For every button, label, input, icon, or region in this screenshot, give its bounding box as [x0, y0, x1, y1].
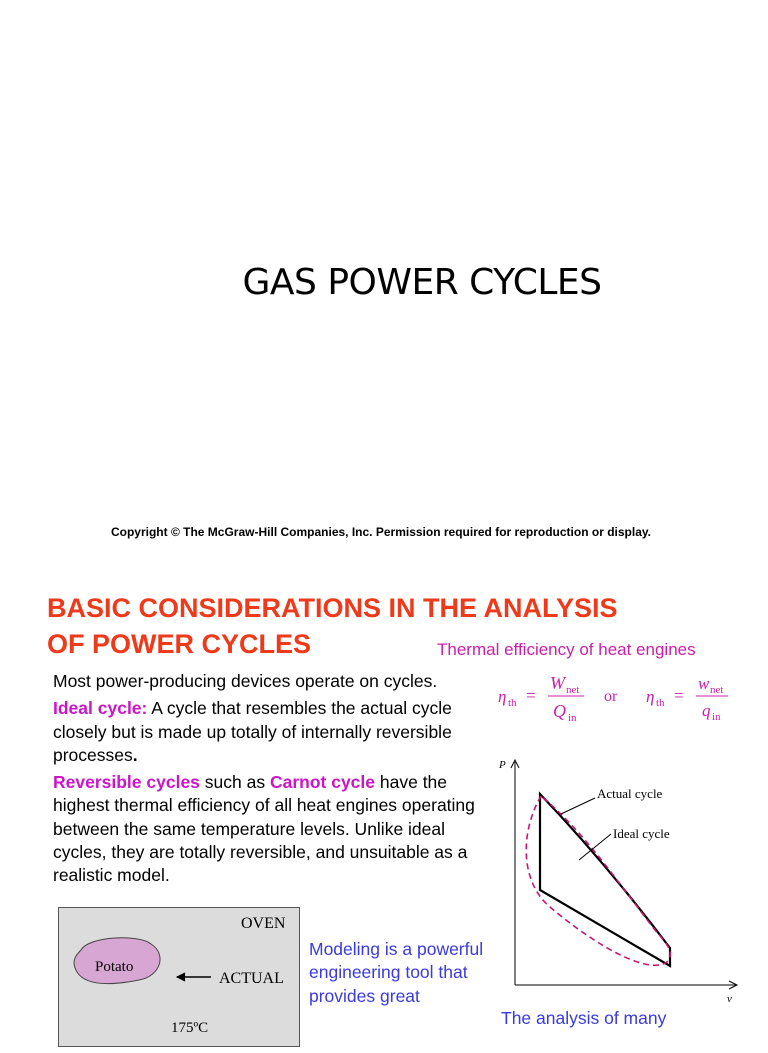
eta-subscript-2: th: [656, 697, 665, 709]
work-subscript: net: [566, 684, 580, 696]
body-text: [53, 670, 493, 888]
slide-title: GAS POWER CYCLES: [242, 262, 602, 303]
paragraph-devices: Most power-producing devices operate on cycles.: [53, 671, 438, 691]
reversible-description: have the highest thermal efficiency of all heat engines operating between the same temperature levels. Unlike ideal cycles, they are totally reversible, and unsuitable as a realistic model.: [53, 772, 475, 886]
equals-sign-2: =: [674, 686, 684, 705]
actual-arrowhead: [177, 973, 185, 981]
modeling-description: Modeling is a powerful engineering tool that provides great: [309, 939, 484, 1006]
heat-symbol: Q: [553, 701, 566, 721]
actual-cycle-leader: [561, 798, 595, 814]
work-symbol: W: [550, 673, 565, 693]
specific-work-symbol: w: [698, 674, 710, 693]
term-carnot-cycle: Carnot cycle: [269, 772, 376, 793]
paragraph-reversible: [53, 771, 493, 887]
actual-cycle-curve: [540, 794, 670, 966]
pv-diagram: [495, 752, 745, 1007]
eta-symbol: η: [498, 687, 507, 706]
reversible-connector: such as: [199, 772, 270, 793]
eta-subscript: th: [508, 697, 517, 709]
heat-subscript: in: [568, 712, 577, 724]
ideal-cycle-label: Ideal cycle: [613, 826, 670, 841]
specific-work-subscript: net: [710, 684, 724, 696]
heading-line-2: OF POWER CYCLES: [47, 629, 312, 659]
term-ideal-cycle: Ideal cycle:: [53, 698, 148, 719]
thermal-efficiency-formula: [494, 668, 739, 724]
thermal-efficiency-caption: Thermal efficiency of heat engines: [437, 640, 696, 659]
eta-symbol-2: η: [646, 687, 655, 706]
v-axis-label: v: [727, 993, 732, 1005]
specific-heat-symbol: q: [702, 701, 711, 720]
or-word: or: [604, 688, 618, 705]
actual-cycle-label: Actual cycle: [597, 786, 663, 801]
term-reversible-cycles: Reversible cycles: [53, 772, 200, 793]
actual-label: ACTUAL: [219, 970, 284, 987]
copyright-notice: Copyright © The McGraw-Hill Companies, Inc. Permission required for reproduction or display.: [110, 525, 652, 539]
potato-label: Potato: [95, 959, 134, 975]
ideal-cycle-period: .: [132, 744, 138, 765]
ideal-cycle-curve: [526, 796, 670, 965]
oven-label: OVEN: [241, 915, 286, 932]
analysis-description: The analysis of many: [501, 1008, 667, 1028]
equals-sign: =: [526, 686, 536, 705]
p-axis-label: P: [499, 759, 506, 771]
specific-heat-subscript: in: [712, 711, 721, 723]
oven-figure: [58, 907, 300, 1047]
heading-line-1: BASIC CONSIDERATIONS IN THE ANALYSIS: [47, 593, 618, 623]
oven-temperature: 175ºC: [171, 1020, 209, 1036]
ideal-cycle-definition: A cycle that resembles the actual cycle closely but is made up totally of internally reversible processes: [53, 698, 452, 765]
paragraph-ideal-cycle: [53, 697, 493, 767]
oven-illustration: [59, 908, 301, 1048]
